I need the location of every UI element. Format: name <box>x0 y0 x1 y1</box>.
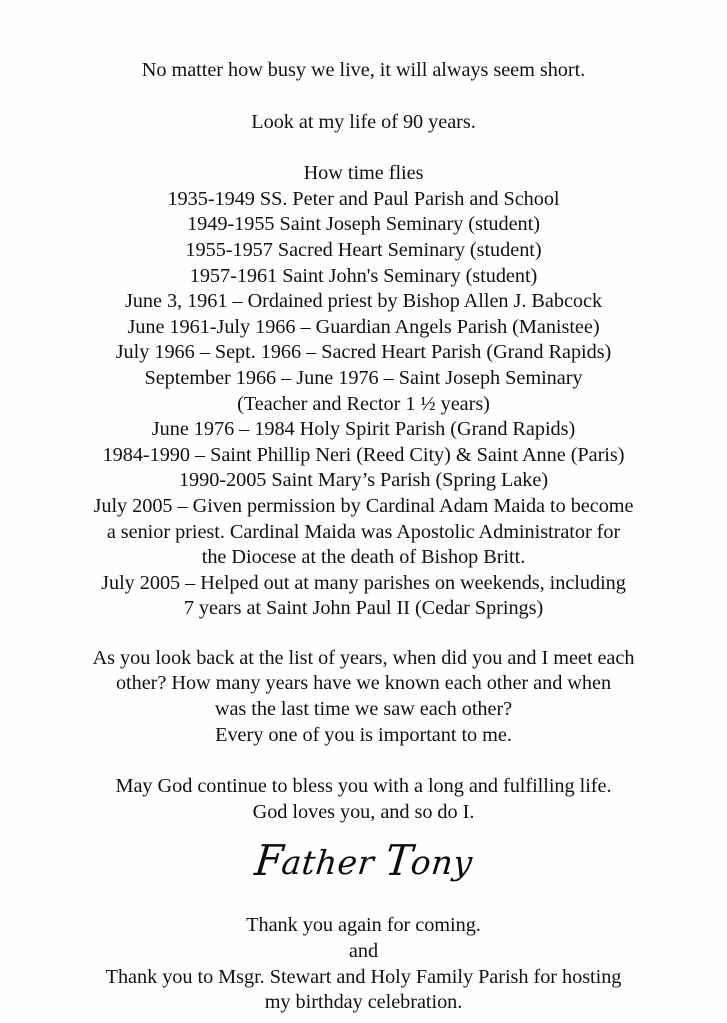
closing-line: and <box>348 940 379 963</box>
timeline-entry: 7 years at Saint John Paul II (Cedar Springs) <box>183 597 544 620</box>
timeline-section <box>0 161 727 622</box>
timeline-entry: June 1961-July 1966 – Guardian Angels Parish (Manistee) <box>127 315 600 338</box>
opening-section <box>0 58 727 135</box>
timeline-entry: June 1976 – 1984 Holy Spirit Parish (Grand Rapids) <box>151 418 576 441</box>
timeline-entry: September 1966 – June 1976 – Saint Joseph Seminary <box>144 366 583 389</box>
timeline-entry: 1984-1990 – Saint Phillip Neri (Reed City) & Saint Anne (Paris) <box>102 443 625 466</box>
closing-line: Thank you to Msgr. Stewart and Holy Family Parish for hosting <box>105 965 622 988</box>
signature-father-tony <box>252 837 475 886</box>
signature-initial-t: T <box>382 837 414 886</box>
signature-initial-f: F <box>252 837 285 886</box>
timeline-entry: 1990-2005 Saint Mary’s Parish (Spring Lake) <box>178 469 549 492</box>
spacer <box>0 887 727 913</box>
spacer <box>0 622 727 646</box>
blessing-line: May God continue to bless you with a long and fulfilling life. <box>115 775 612 798</box>
timeline-entry: the Diocese at the death of Bishop Britt. <box>201 546 526 569</box>
spacer <box>0 135 727 161</box>
signature-block <box>0 837 727 886</box>
timeline-entry: 1955-1957 Sacred Heart Seminary (student) <box>185 238 542 261</box>
timeline-entry: (Teacher and Rector 1 ½ years) <box>237 392 490 415</box>
timeline-entry: July 2005 – Given permission by Cardinal Adam Maida to become <box>93 494 634 517</box>
reflection-line: other? How many years have we known each other and when <box>115 672 612 695</box>
timeline-entry: 1935-1949 SS. Peter and Paul Parish and School <box>167 187 560 210</box>
spacer <box>0 84 727 110</box>
closing-line: Thank you again for coming. <box>246 914 481 937</box>
closing-line: my birthday celebration. <box>264 991 463 1014</box>
timeline-entry: June 3, 1961 – Ordained priest by Bishop Allen J. Babcock <box>124 290 603 313</box>
signature-first-rest: ather <box>279 843 376 883</box>
closing-section <box>0 913 727 1015</box>
timeline-heading: How time flies <box>303 162 424 185</box>
timeline-entry: 1957-1961 Saint John's Seminary (student) <box>189 264 538 287</box>
signature-second-rest: ony <box>408 843 475 883</box>
reflection-line: was the last time we saw each other? <box>214 698 513 721</box>
timeline-entry: 1949-1955 Saint Joseph Seminary (student) <box>187 213 540 236</box>
timeline-entry: July 1966 – Sept. 1966 – Sacred Heart Parish (Grand Rapids) <box>115 341 612 364</box>
timeline-entry: a senior priest. Cardinal Maida was Apostolic Administrator for <box>106 520 621 543</box>
reflection-section <box>0 646 727 748</box>
reflection-line: Every one of you is important to me. <box>215 723 512 746</box>
blessing-line: God loves you, and so do I. <box>252 800 475 823</box>
reflection-line: As you look back at the list of years, when did you and I meet each <box>92 646 635 669</box>
timeline-entry: July 2005 – Helped out at many parishes on weekends, including <box>101 571 626 594</box>
blessing-section <box>0 774 727 825</box>
opening-line-1: No matter how busy we live, it will always seem short. <box>141 59 586 81</box>
spacer <box>0 748 727 774</box>
opening-line-2: Look at my life of 90 years. <box>251 110 476 133</box>
